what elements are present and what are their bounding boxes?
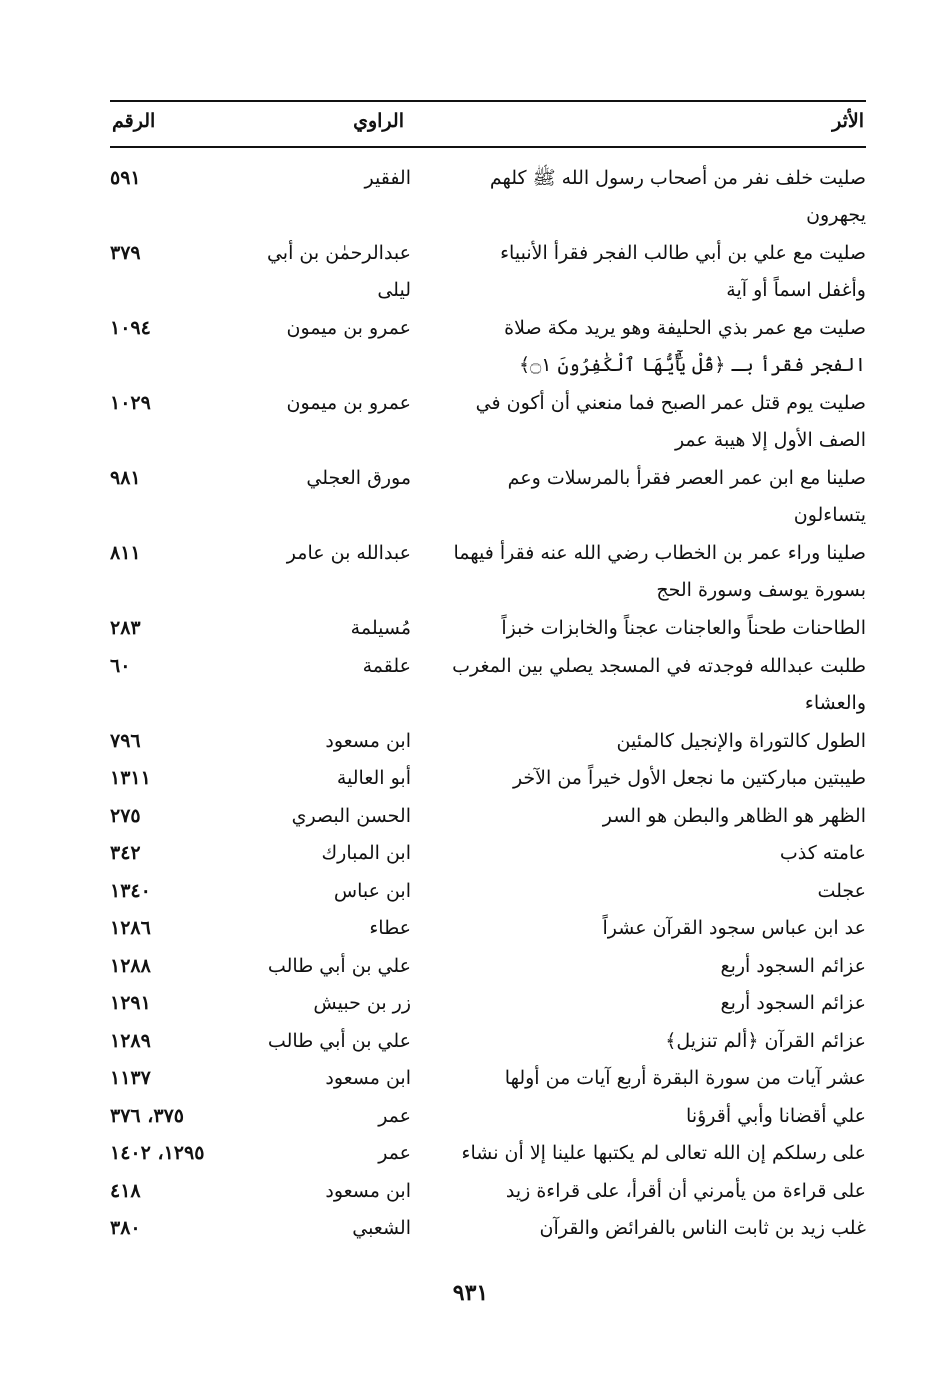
athar-cell <box>438 1098 866 1135</box>
athar-cell <box>438 798 866 835</box>
athar-text: عشر آيات من سورة البقرة أربع آيات من أولها <box>504 1067 866 1089</box>
rawi-text: عبدالله بن عامر <box>286 542 411 564</box>
athar-cell <box>438 910 866 947</box>
rawi-text: ابن المبارك <box>321 842 411 864</box>
athar-text: الطاحنات طحناً والعاجنات عجناً والخابزات خبزاً <box>501 617 866 639</box>
athar-cell <box>438 1173 866 1210</box>
number-cell: ١٠٢٩ <box>110 392 151 414</box>
table-row <box>110 948 866 986</box>
rawi-text: عمرو بن ميمون <box>286 392 411 414</box>
table-row <box>110 385 866 460</box>
number-cell: ١٣١١ <box>110 767 151 789</box>
athar-text: طيبتين مباركتين ما نجعل الأول خيراً من الآخر <box>512 767 866 789</box>
table-row <box>110 1098 866 1136</box>
athar-cell <box>438 1023 866 1060</box>
rawi-text: عمر <box>378 1104 411 1127</box>
table-row <box>110 1210 866 1248</box>
number-cell: ٣٨٠ <box>110 1217 141 1239</box>
athar-text: عد ابن عباس سجود القرآن عشراً <box>602 917 866 939</box>
number-cell: ٣٧٥، ٣٧٦ <box>110 1104 184 1127</box>
athar-text: طلبت عبدالله فوجدته في المسجد يصلي بين المغرب <box>452 654 866 677</box>
athar-text: عامته كذب <box>779 842 866 864</box>
athar-cell <box>438 460 866 534</box>
athar-text: على رسلكم إن الله تعالى لم يكتبها علينا إلا أن نشاء <box>461 1142 866 1164</box>
number-cell: ١٢٨٩ <box>110 1029 151 1052</box>
table-row <box>110 1135 866 1173</box>
rawi-text: الحسن البصري <box>291 804 411 827</box>
number-cell: ١١٣٧ <box>110 1067 151 1089</box>
number-cell: ٨١١ <box>110 542 141 564</box>
table-row <box>110 1023 866 1061</box>
rawi-text: مورق العجلي <box>306 467 411 489</box>
number-cell: ٤١٨ <box>110 1179 141 1202</box>
athar-cell <box>438 873 866 910</box>
rawi-text: الشعبي <box>352 1217 411 1239</box>
number-cell: ١٠٩٤ <box>110 317 151 339</box>
number-cell: ٣٧٩ <box>110 242 141 264</box>
table-row <box>110 873 866 911</box>
athar-text-continued: الفجر فقرأ بـ ﴿قُلْ يَٰٓأَيُّهَا ٱلْكَٰفِرُونَ ۝١﴾ <box>518 354 866 376</box>
rawi-text: ابن مسعود <box>325 1067 411 1089</box>
athar-cell <box>438 610 866 647</box>
table-row <box>110 760 866 798</box>
table-row <box>110 910 866 948</box>
rawi-text: مُسيلمة <box>350 617 411 639</box>
rawi-text: زر بن حبيش <box>313 992 411 1014</box>
number-cell: ٧٩٦ <box>110 729 141 752</box>
athar-cell <box>438 760 866 797</box>
table-body <box>110 160 866 1248</box>
rawi-text: ابن عباس <box>333 879 411 902</box>
rawi-text: عبدالرحمٰن بن أبي <box>266 242 411 264</box>
header-athar: الأثر <box>832 110 864 132</box>
athar-text: الطول كالتوراة والإنجيل كالمئين <box>616 729 866 752</box>
athar-text: صلينا مع ابن عمر العصر فقرأ بالمرسلات وعم <box>507 467 866 489</box>
rawi-text: أبو العالية <box>336 767 411 789</box>
page-number: ٩٣١ <box>452 1280 489 1306</box>
athar-cell <box>438 985 866 1022</box>
athar-text-continued: يجهرون <box>806 204 866 226</box>
table-row <box>110 310 866 385</box>
table-row <box>110 648 866 723</box>
rawi-text: علقمة <box>362 654 411 677</box>
table-row <box>110 798 866 836</box>
rawi-text: علي بن أبي طالب <box>267 954 411 977</box>
header-rawi: الراوي <box>353 110 404 132</box>
number-cell: ١٢٨٨ <box>110 954 151 977</box>
number-cell: ٥٩١ <box>110 167 141 189</box>
athar-text: عزائم السجود أربع <box>720 954 866 977</box>
athar-text: عزائم القرآن ﴿ألم تنزيل﴾ <box>665 1029 866 1052</box>
athar-text: صليت خلف نفر من أصحاب رسول الله ﷺ كلهم <box>489 167 866 189</box>
table-row <box>110 160 866 235</box>
number-cell: ٣٤٢ <box>110 842 141 864</box>
rawi-text-continued: ليلى <box>377 279 411 301</box>
number-cell: ٢٨٣ <box>110 617 141 639</box>
number-cell: ١٢٨٦ <box>110 917 151 939</box>
table-row <box>110 235 866 310</box>
athar-text: صليت يوم قتل عمر الصبح فما منعني أن أكون في <box>475 392 866 414</box>
athar-text: علي أقضانا وأبي أقرؤنا <box>686 1104 866 1127</box>
athar-text: عزائم السجود أربع <box>720 992 866 1014</box>
athar-cell <box>438 535 866 609</box>
athar-cell <box>438 648 866 722</box>
table-row <box>110 535 866 610</box>
rawi-text: عمر <box>378 1142 411 1164</box>
number-cell: ١٣٤٠ <box>110 879 151 902</box>
table-row <box>110 835 866 873</box>
rawi-text: علي بن أبي طالب <box>267 1029 411 1052</box>
number-cell: ١٢٩٥، ١٤٠٢ <box>110 1142 205 1164</box>
rawi-text: عطاء <box>369 917 411 939</box>
athar-cell <box>438 235 866 309</box>
number-cell: ٢٧٥ <box>110 804 141 827</box>
athar-cell <box>438 1060 866 1097</box>
table-row <box>110 985 866 1023</box>
athar-text: غلب زيد بن ثابت الناس بالفرائض والقرآن <box>539 1217 866 1239</box>
athar-text: الظهر هو الظاهر والبطن هو السر <box>602 804 866 827</box>
athar-text-continued: يتساءلون <box>793 504 866 526</box>
header-number: الرقم <box>112 110 156 132</box>
athar-cell <box>438 310 866 384</box>
athar-text: على قراءة من يأمرني أن أقرأ، على قراءة زيد <box>505 1179 866 1202</box>
athar-cell <box>438 723 866 760</box>
number-cell: ٦٠ <box>110 654 131 677</box>
athar-cell <box>438 385 866 459</box>
athar-text: عجلت <box>817 879 866 902</box>
rawi-text: عمرو بن ميمون <box>286 317 411 339</box>
athar-cell <box>438 835 866 872</box>
athar-text-continued: بسورة يوسف وسورة الحج <box>656 579 866 601</box>
athar-text-continued: وأغفل اسماً أو آية <box>726 279 866 301</box>
athar-text: صليت مع علي بن أبي طالب الفجر فقرأ الأنبياء <box>500 242 866 264</box>
table-row <box>110 1173 866 1211</box>
athar-cell <box>438 1210 866 1247</box>
table-row <box>110 1060 866 1098</box>
athar-cell <box>438 160 866 234</box>
table-header <box>110 100 866 148</box>
number-cell: ١٢٩١ <box>110 992 151 1014</box>
athar-cell <box>438 1135 866 1172</box>
rawi-text: ابن مسعود <box>325 1179 411 1202</box>
athar-text: صلينا وراء عمر بن الخطاب رضي الله عنه فقرأ فيهما <box>453 542 866 564</box>
table-row <box>110 460 866 535</box>
rawi-text: ابن مسعود <box>325 729 411 752</box>
athar-text-continued: الصف الأول إلا هيبة عمر <box>674 429 866 451</box>
rawi-text: الفقير <box>364 167 411 189</box>
athar-text-continued: والعشاء <box>804 691 866 714</box>
table-row <box>110 723 866 761</box>
number-cell: ٩٨١ <box>110 467 141 489</box>
table-row <box>110 610 866 648</box>
athar-cell <box>438 948 866 985</box>
athar-text: صليت مع عمر بذي الحليفة وهو يريد مكة صلاة <box>504 317 866 339</box>
